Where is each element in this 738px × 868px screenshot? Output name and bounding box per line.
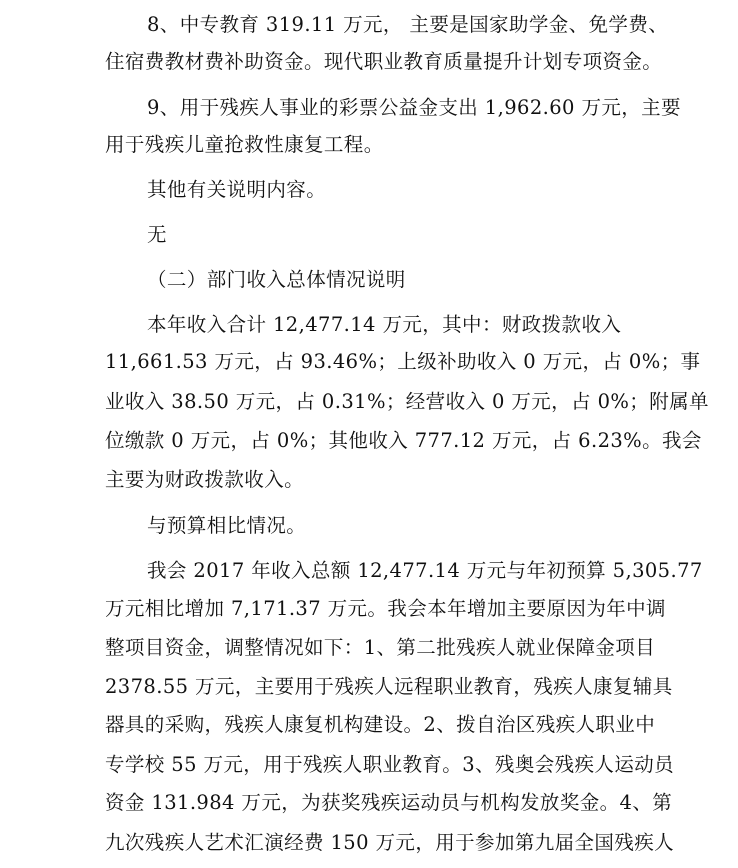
paragraph-line: 住宿费教材费补助资金。现代职业教育质量提升计划专项资金。 bbox=[105, 50, 663, 73]
paragraph-line: 整项目资金，调整情况如下：1、第二批残疾人就业保障金项目 bbox=[105, 636, 656, 659]
paragraph-line: 九次残疾人艺术汇演经费 150 万元，用于参加第九届全国残疾人 bbox=[105, 831, 675, 854]
paragraph-line: 我会 2017 年收入总额 12,477.14 万元与年初预算 5,305.77 bbox=[147, 559, 703, 582]
paragraph-line: 专学校 55 万元，用于残疾人职业教育。3、残奥会残疾人运动员 bbox=[105, 753, 675, 776]
paragraph-line: 8、中专教育 319.11 万元， 主要是国家助学金、免学费、 bbox=[147, 13, 669, 36]
paragraph-line: 万元相比增加 7,171.37 万元。我会本年增加主要原因为年中调 bbox=[105, 597, 666, 620]
paragraph-line: 器具的采购，残疾人康复机构建设。2、拨自治区残疾人职业中 bbox=[105, 713, 656, 736]
paragraph-line: 位缴款 0 万元，占 0%；其他收入 777.12 万元，占 6.23%。我会 bbox=[105, 429, 702, 452]
paragraph-line: 11,661.53 万元，占 93.46%；上级补助收入 0 万元，占 0%；事 bbox=[105, 350, 701, 373]
paragraph-line: 无 bbox=[147, 223, 167, 246]
paragraph-line: 业收入 38.50 万元，占 0.31%；经营收入 0 万元，占 0%；附属单 bbox=[105, 390, 709, 413]
paragraph-line: 2378.55 万元，主要用于残疾人远程职业教育，残疾人康复辅具 bbox=[105, 675, 673, 698]
paragraph-line: 主要为财政拨款收入。 bbox=[105, 468, 305, 491]
paragraph-line: 本年收入合计 12,477.14 万元，其中：财政拨款收入 bbox=[147, 313, 622, 336]
paragraph-line: 用于残疾儿童抢救性康复工程。 bbox=[105, 133, 384, 156]
paragraph-line: 与预算相比情况。 bbox=[147, 514, 307, 537]
paragraph-line: 其他有关说明内容。 bbox=[147, 178, 327, 201]
paragraph-line: 9、用于残疾人事业的彩票公益金支出 1,962.60 万元，主要 bbox=[147, 96, 681, 119]
paragraph-line: 资金 131.984 万元，为获奖残疾运动员与机构发放奖金。4、第 bbox=[105, 791, 673, 814]
section-heading: （二）部门收入总体情况说明 bbox=[147, 268, 406, 291]
